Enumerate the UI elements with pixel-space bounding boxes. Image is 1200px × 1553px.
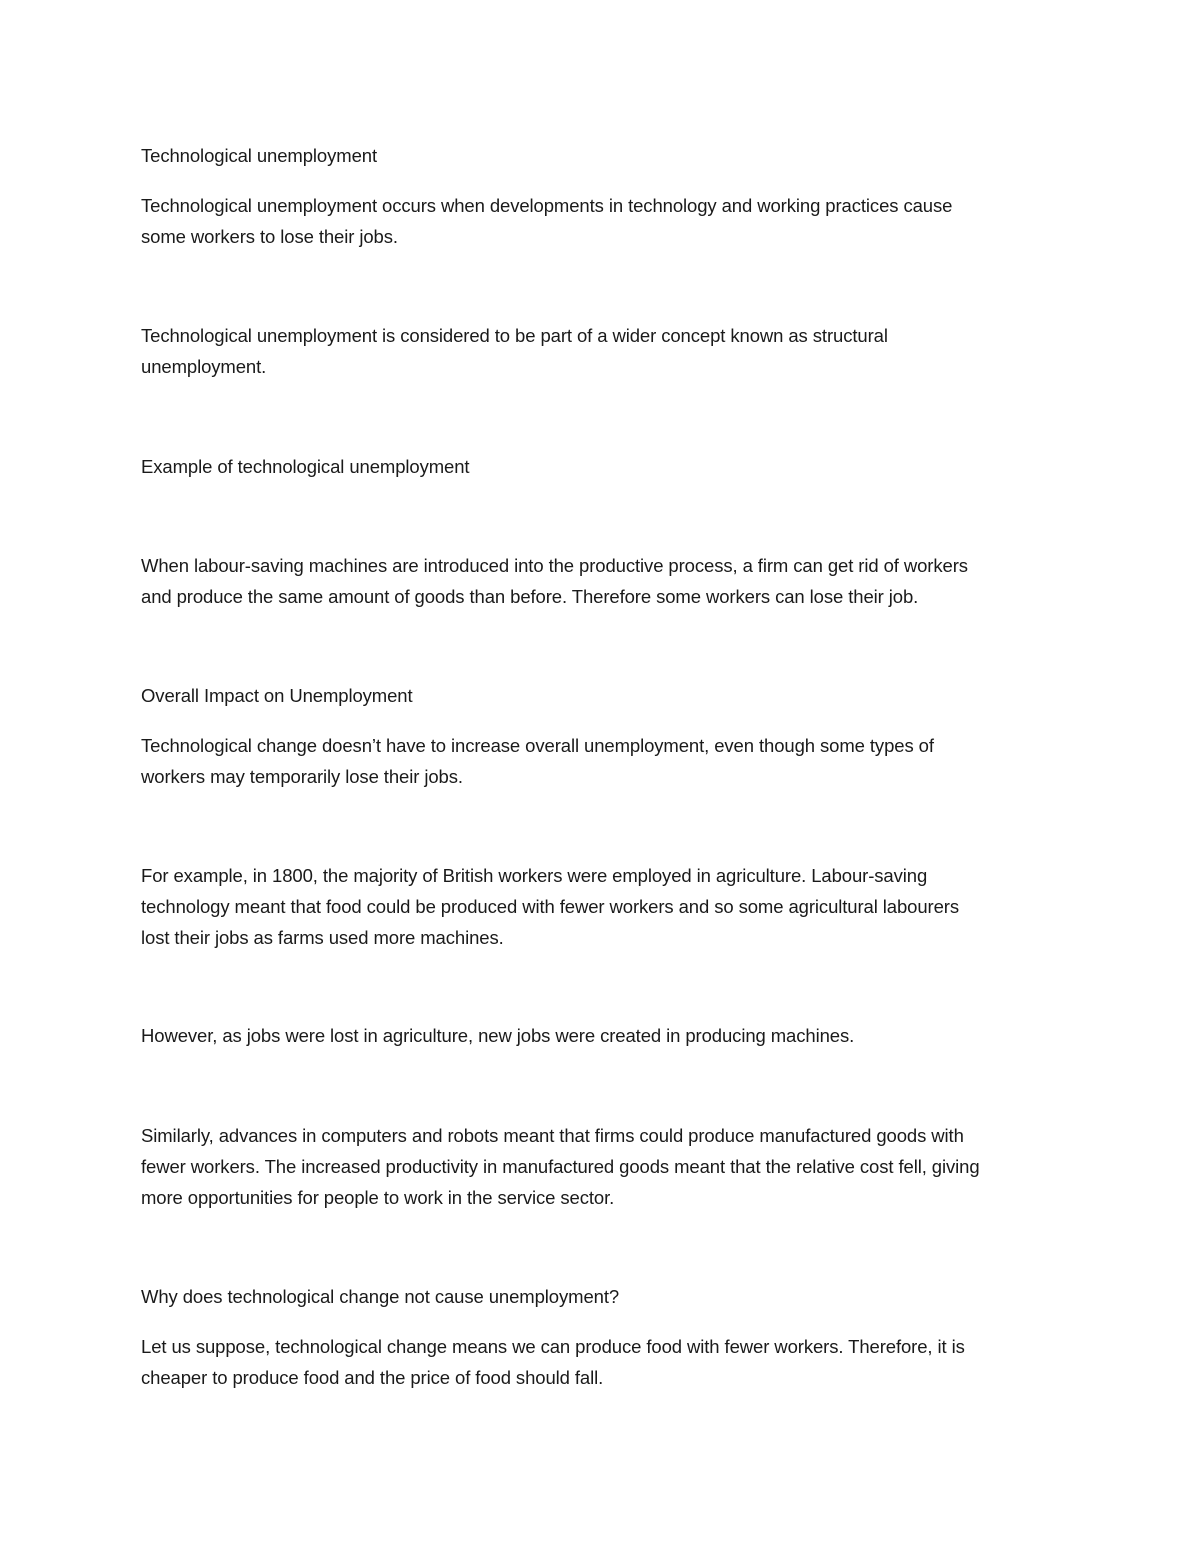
- paragraph-line: and produce the same amount of goods than before. Therefore some workers can lose their job.: [141, 586, 919, 607]
- paragraph-line: Technological unemployment occurs when developments in technology and working practices cause: [141, 195, 953, 216]
- section-heading-overall-impact: Overall Impact on Unemployment: [141, 685, 413, 706]
- paragraph-line: However, as jobs were lost in agriculture, new jobs were created in producing machines.: [141, 1025, 855, 1046]
- paragraph-line: more opportunities for people to work in the service sector.: [141, 1187, 615, 1208]
- paragraph-line: cheaper to produce food and the price of food should fall.: [141, 1367, 604, 1388]
- paragraph-line: For example, in 1800, the majority of British workers were employed in agriculture. Labour-saving: [141, 865, 928, 886]
- section-heading-why: Why does technological change not cause unemployment?: [141, 1286, 620, 1307]
- paragraph-line: fewer workers. The increased productivity in manufactured goods meant that the relative cost fell, giving: [141, 1156, 980, 1177]
- section-heading-technological-unemployment: Technological unemployment: [141, 145, 377, 166]
- paragraph-line: lost their jobs as farms used more machines.: [141, 927, 504, 948]
- paragraph-line: Similarly, advances in computers and robots meant that firms could produce manufactured goods with: [141, 1125, 964, 1146]
- paragraph-line: Technological unemployment is considered to be part of a wider concept known as structural: [141, 325, 888, 346]
- paragraph-line: some workers to lose their jobs.: [141, 226, 398, 247]
- paragraph-line: unemployment.: [141, 356, 267, 377]
- paragraph-line: workers may temporarily lose their jobs.: [141, 766, 463, 787]
- paragraph-line: Technological change doesn’t have to increase overall unemployment, even though some types of: [141, 735, 934, 756]
- paragraph-line: Let us suppose, technological change means we can produce food with fewer workers. Therefore, it is: [141, 1336, 965, 1357]
- paragraph-line: When labour-saving machines are introduced into the productive process, a firm can get rid of workers: [141, 555, 968, 576]
- section-heading-example: Example of technological unemployment: [141, 456, 470, 477]
- paragraph-line: technology meant that food could be produced with fewer workers and so some agricultural labourers: [141, 896, 960, 917]
